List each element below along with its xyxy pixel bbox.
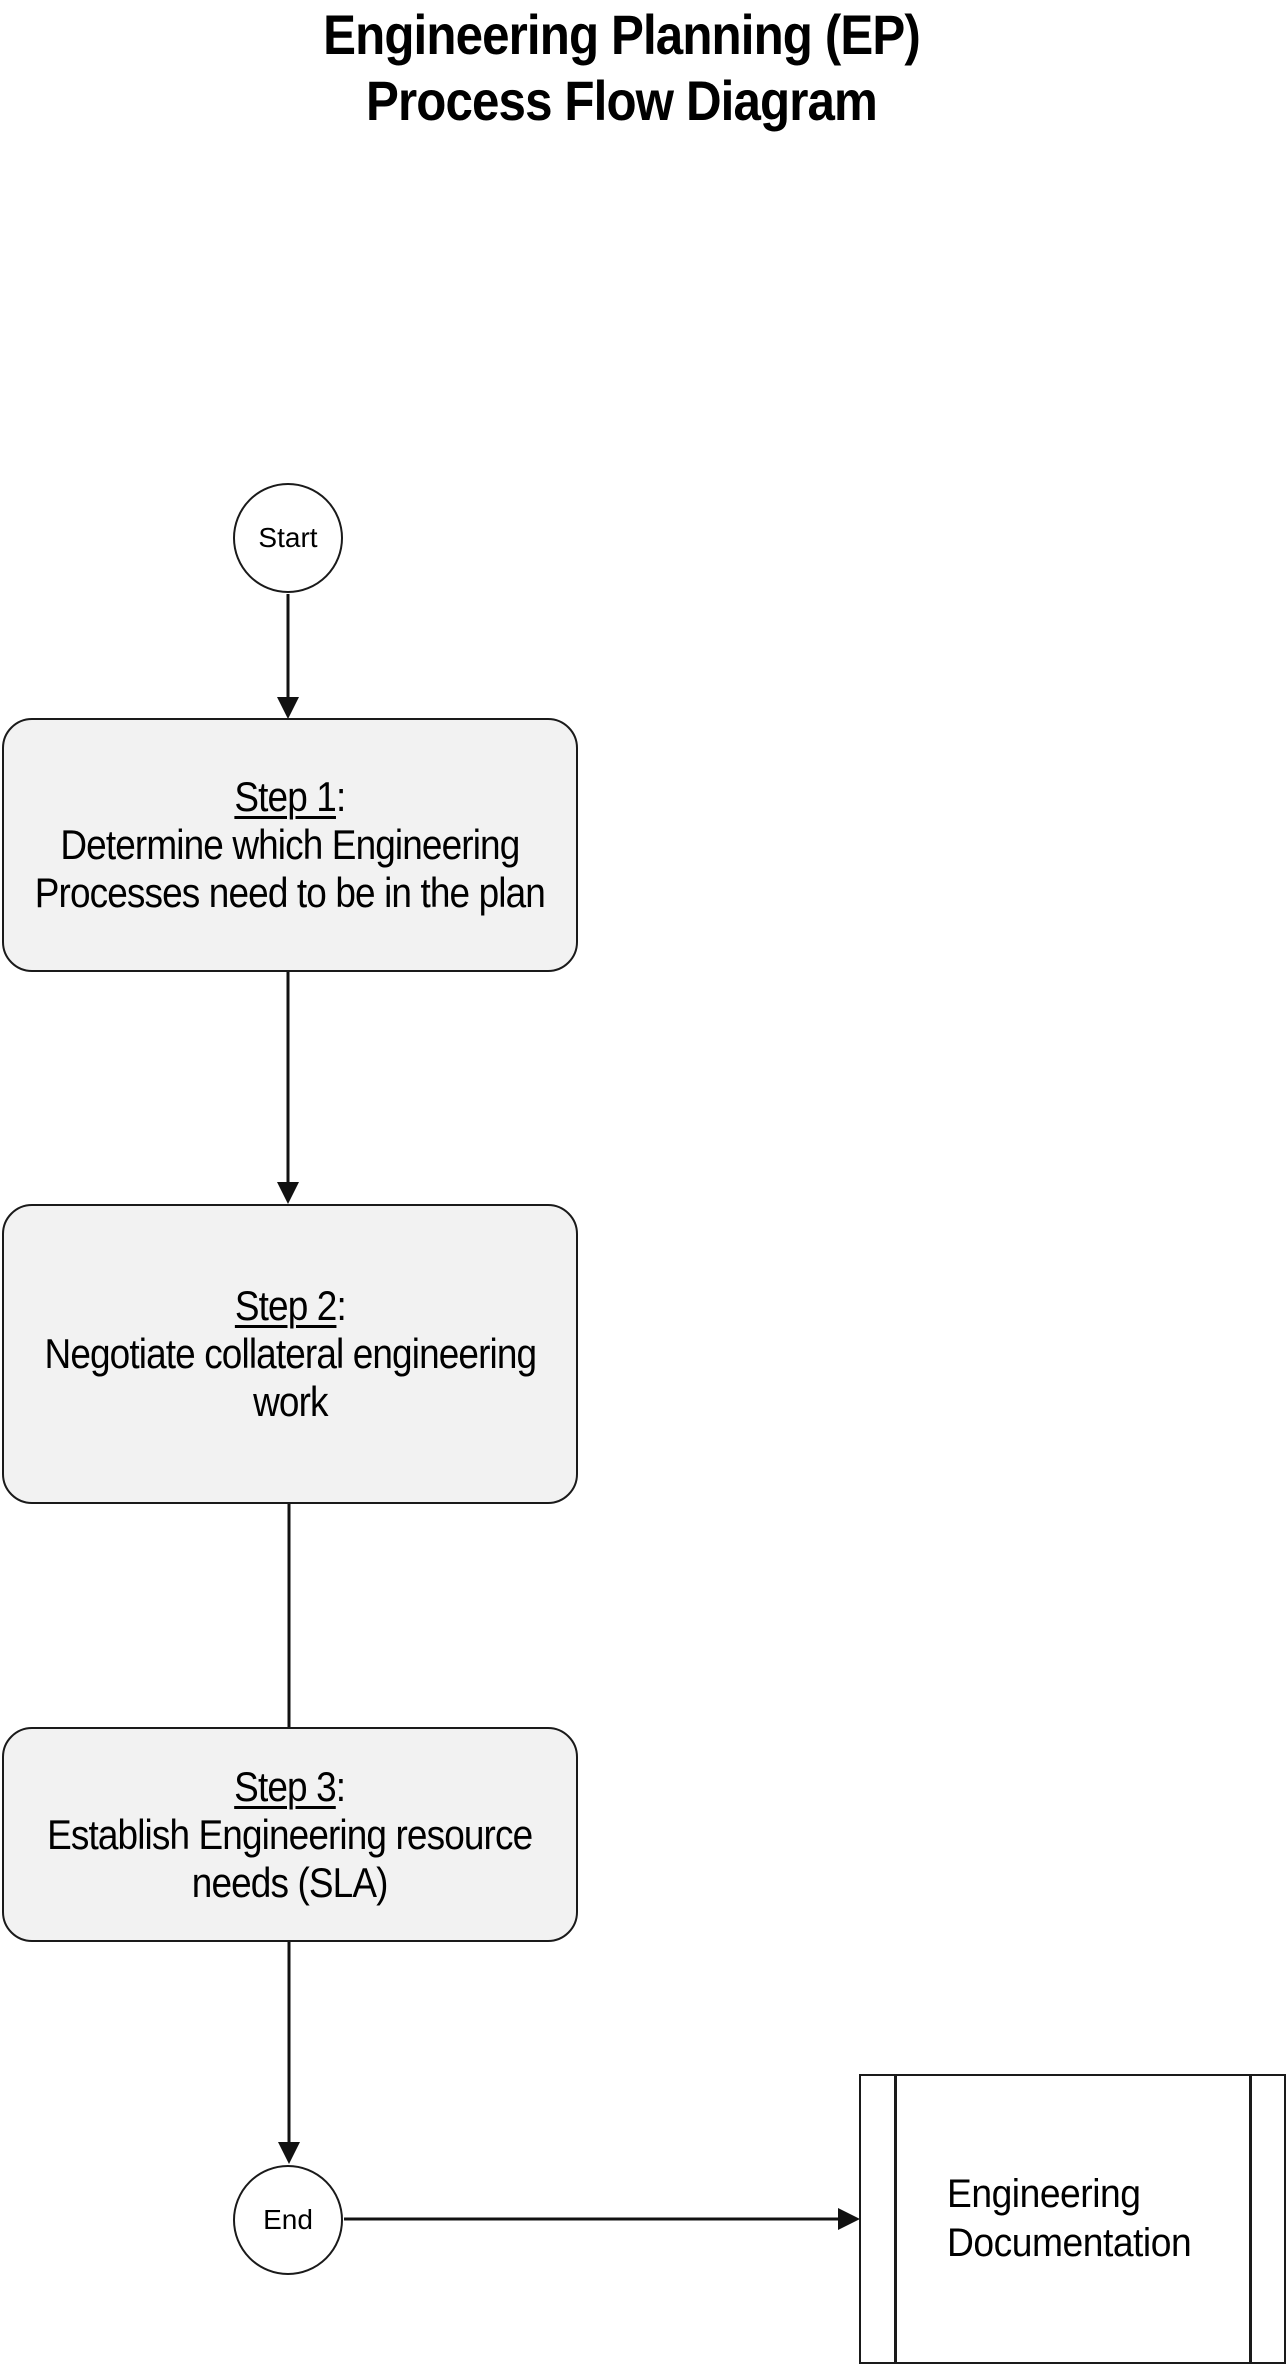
doc-line2: Documentation bbox=[947, 2221, 1192, 2265]
step3-line2: needs (SLA) bbox=[192, 1858, 388, 1906]
doc-text bbox=[947, 2076, 1191, 2362]
step1-heading-underlined: Step 1 bbox=[234, 773, 337, 820]
step2-node bbox=[2, 1204, 578, 1504]
diagram-title-line1: Engineering Planning (EP) bbox=[323, 3, 920, 66]
end-label: End bbox=[263, 2204, 313, 2235]
connector-start-to-step1 bbox=[277, 594, 299, 719]
step3-line1: Establish Engineering resource bbox=[47, 1810, 533, 1858]
step1-heading-colon: : bbox=[336, 773, 346, 820]
step2-text bbox=[44, 1282, 536, 1426]
step2-heading-colon: : bbox=[336, 1282, 346, 1329]
start-label: Start bbox=[258, 522, 318, 553]
step1-node bbox=[2, 718, 578, 972]
connector-end-to-documentation bbox=[344, 2208, 860, 2230]
step2-line1: Negotiate collateral engineering bbox=[44, 1330, 536, 1377]
step1-line1: Determine which Engineering bbox=[60, 821, 520, 868]
step2-heading-underlined: Step 2 bbox=[234, 1282, 337, 1329]
doc-left-inner-line bbox=[894, 2076, 897, 2362]
step1-line2: Processes need to be in the plan bbox=[34, 869, 546, 916]
diagram-title bbox=[75, 2, 1169, 134]
step3-node bbox=[2, 1727, 578, 1942]
engineering-documentation-node bbox=[859, 2074, 1286, 2364]
diagram-title-line2: Process Flow Diagram bbox=[365, 69, 877, 132]
connector-step1-to-step2 bbox=[277, 972, 299, 1204]
step3-heading bbox=[47, 1763, 532, 1811]
doc-line1: Engineering bbox=[947, 2172, 1141, 2216]
step1-text bbox=[35, 773, 545, 917]
step1-heading bbox=[35, 773, 545, 821]
step3-heading-underlined: Step 3 bbox=[234, 1762, 337, 1810]
end-node bbox=[233, 2165, 343, 2275]
start-node bbox=[233, 483, 343, 593]
step2-heading bbox=[44, 1282, 536, 1330]
step2-line2: work bbox=[252, 1378, 328, 1425]
doc-right-inner-line bbox=[1249, 2076, 1252, 2362]
step3-text bbox=[47, 1763, 532, 1907]
connector-step3-to-end bbox=[278, 1942, 300, 2164]
step3-heading-colon: : bbox=[336, 1762, 346, 1810]
